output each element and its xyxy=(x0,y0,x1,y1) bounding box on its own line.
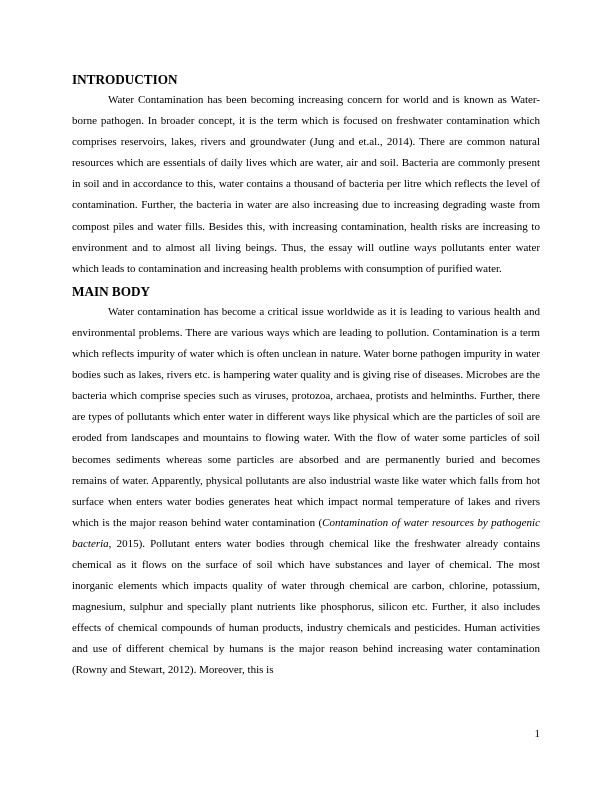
document-body xyxy=(72,70,540,682)
citation-title: Contamination of water resources by pathogenic bacteria xyxy=(72,516,540,550)
main-body-text-part2: , 2015). Pollutant enters water bodies through chemical like the freshwater already contains chemical as it flows on the surface of soil which have substances and layer of chemical. The most inorganic elements which impacts quality of water through chemical are carbon, chlorine, potassium, magnesium, sulphur and specially plant nutrients like phosphorus, silicon etc. Further, it also includes effects of chemical compounds of human products, industry chemicals and pesticides. Human activities and use of different chemical by humans is the major reason behind increasing water contamination (Rowny and Stewart, 2012). Moreover, this is xyxy=(72,537,540,677)
introduction-paragraph: Water Contamination has been becoming increasing concern for world and is known as Water-borne pathogen. In broader concept, it is the term which is focused on freshwater contamination which comprises reservoirs, lakes, rivers and groundwater (Jung and et.al., 2014). There are common natural resources which are essentials of daily lives which are water, air and soil. Bacteria are commonly present in soil and in accordance to this, water contains a thousand of bacteria per litre which reflects the level of contamination. Further, the bacteria in water are also increasing due to increasing degrading waste from compost piles and water fills. Besides this, with increasing contamination, health risks are increasing to environment and to almost all living beings. Thus, the essay will outline ways pollutants enter water which leads to contamination and increasing health problems with consumption of purified water. xyxy=(72,94,540,275)
main-body-paragraph xyxy=(72,302,540,682)
introduction-heading: INTRODUCTION xyxy=(72,72,178,87)
main-body-heading: MAIN BODY xyxy=(72,283,151,299)
main-body-text-part1: Water contamination has become a critical issue worldwide as it is leading to various health and environmental problems. There are various ways which are leading to pollution. Contamination is a term which reflects impurity of water which is often unclean in nature. Water borne pathogen impurity in water bodies such as lakes, rivers etc. is hampering water quality and is giving rise of diseases. Microbes are the bacteria which comprise species such as viruses, protozoa, archaea, protists and helminths. Further, there are types of pollutants which enter water in different ways like physical which are the particles of soil are eroded from landscapes and mountains to flowing water. With the flow of water some particles of soil becomes sediments whereas some particles are absorbed and are permanently buried and becomes remains of water. Apparently, physical pollutants are also industrial waste like water which falls from hot surface when enters water bodies generates heat which impact normal temperature of lakes and rivers which is the major reason behind water contamination ( xyxy=(72,305,540,529)
page-number: 1 xyxy=(534,728,540,740)
